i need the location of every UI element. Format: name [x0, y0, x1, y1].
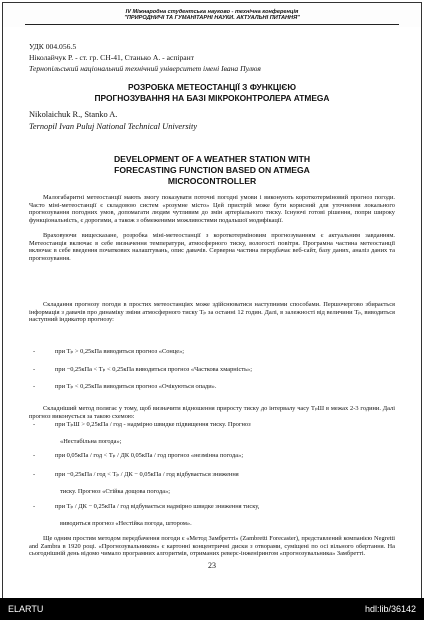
page-number: 23: [208, 561, 216, 570]
conference-line-1: IV Міжнародна студентська науково - технічна конференція: [125, 9, 299, 15]
scheme-item-1-cont: «Нестабільна погода»;: [60, 438, 122, 445]
authors-ua: Ніколайчук Р. - ст. гр. СН-41, Станько А. - аспірант: [29, 53, 195, 62]
conference-header: [3, 3, 421, 27]
conference-line-2: "ПРИРОДНИЧІ ТА ГУМАНІТАРНІ НАУКИ. АКТУАЛЬНІ ПИТАННЯ": [124, 15, 300, 21]
scheme-item-4-cont: виводиться прогноз «Нестійка погода, штором».: [60, 520, 192, 527]
paragraph-intro: Малогабаритні метеостанції мають змогу показувати поточні погодні умови і виконують короткотерміновий прогноз погоди. Часто міні-метеостанції є складовою систем «розумне місто» Цей пристрій може бути корисний для уточнення локального прогнозування погодних умов, допомагати людям чутливим до змін артеріального тиску. Існуючі готові рішення, попри широку функціональність, є дорогими, а також з обмеженими можливостями подальшої модифікації.: [29, 194, 395, 225]
paragraph-zambretti: Ще одним простим методом передбачення погоди є «Метод Замбретті» (Zambretti Forecaster), представлений компанією Negretti and Zambra в 1920 році. «Прогнозувальником» є картонні концентричні диски з отворами, суміщені по осі вільного обертання. На сьогоднішній день відомо чимало програмних алгоритмів, отриманих реверс-інженірингом «прогнозувальника» Замбретті.: [29, 535, 395, 558]
scheme-item-4-text: при Tₚ / ДК − 0,25кПа / год відбувається надмірно швидке зниження тиску,: [55, 503, 260, 510]
bullet-partly-cloudy-text: при −0,25кПа < Tₚ < 0,25кПа виводиться прогноз «Часткова хмарність»;: [55, 366, 252, 373]
title-ua-line-2: ПРОГНОЗУВАННЯ НА БАЗІ МІКРОКОНТРОЛЕРА ATMEGA: [94, 93, 330, 103]
bullet-precipitation-text: при Tₚ < 0,25кПа виводиться прогноз «Очікуються опади».: [55, 383, 217, 390]
institution-ua: Тернопільський національний технічний університет імені Івана Пулюя: [29, 64, 261, 73]
scheme-item-1-text: при TₚШ > 0,25кПа / год - надмірно швидке підвищення тиску. Прогноз: [55, 421, 251, 428]
title-en-line-1: DEVELOPMENT OF A WEATHER STATION WITH: [113, 154, 311, 164]
handle-link[interactable]: hdl:lib/36142: [364, 604, 416, 614]
scheme-item-3-cont: тиску. Прогноз «Стійка дощова погода»;: [60, 488, 171, 495]
paragraph-task: Враховуючи вищесказане, розробка міні-метеостанції з короткотерміновим прогнозуванням є актуальним завданням. Метеостанція включає в себе визначення температури, атмосферного тиску, вологості повітря. Програмна частина метеостанції включає в себе введення початкових налаштувань, опис давачів. Серверна частина передбачає веб-сайт, базу даних, аналіз даних та прогнозування.: [29, 232, 395, 263]
institution-en: Ternopil Ivan Puluj National Technical University: [29, 122, 198, 131]
bullet-partly-cloudy: - при −0,25кПа < Tₚ < 0,25кПа виводиться прогноз «Часткова хмарність»;: [33, 366, 252, 373]
paragraph-method-complex: Складніший метод полягає у тому, щоб визначити відношення приросту тиску до інтервалу часу TₚШ в межах 2-3 години. Далі прогноз виконується за такою схемою:: [29, 405, 395, 420]
repository-name[interactable]: ELARTU: [8, 604, 44, 614]
scheme-item-2-text: при 0,05кПа / год < Tₚ / ДК 0,05кПа / год прогноз «незмінна погода»;: [55, 452, 244, 459]
bullet-sun: - при Tₚ > 0,25кПа виводиться прогноз «Сонце»;: [33, 348, 185, 355]
udk-code: УДК 004.056.5: [29, 42, 77, 51]
scheme-item-1: - при TₚШ > 0,25кПа / год - надмірно швидке підвищення тиску. Прогноз: [33, 421, 251, 428]
repository-footer: [0, 598, 424, 620]
header-rule: [25, 24, 399, 25]
paragraph-method-simple: Складання прогнозу погоди в простих метеостанціях може здійснюватися наступними способами. Першочергово збирається інформація з давачів про динаміку зміни атмосферного тиску Tₚ за останні 12 годин. Далі, в залежності від величини Tₚ, виводиться наступний індикатор прогнозу:: [29, 301, 395, 324]
scheme-item-3-text: при −0,25кПа / год < Tₚ / ДК − 0,05кПа / год відбувається зниження: [55, 471, 239, 478]
scheme-item-2: - при 0,05кПа / год < Tₚ / ДК 0,05кПа / год прогноз «незмінна погода»;: [33, 452, 244, 459]
title-en-line-2: FORECASTING FUNCTION BASED ON ATMEGA: [114, 165, 310, 175]
authors-en: Nikolaichuk R., Stanko A.: [29, 110, 118, 119]
title-en-line-3: MICROCONTROLLER: [167, 176, 257, 186]
title-ua-line-1: РОЗРОБКА МЕТЕОСТАНЦІЇ З ФУНКЦІЄЮ: [128, 82, 296, 92]
scheme-item-4: - при Tₚ / ДК − 0,25кПа / год відбувається надмірно швидке зниження тиску,: [33, 503, 260, 510]
bullet-precipitation: - при Tₚ < 0,25кПа виводиться прогноз «Очікуються опади».: [33, 383, 217, 390]
bullet-sun-text: при Tₚ > 0,25кПа виводиться прогноз «Сонце»;: [55, 348, 185, 355]
scheme-item-3: - при −0,25кПа / год < Tₚ / ДК − 0,05кПа / год відбувається зниження: [33, 471, 239, 478]
